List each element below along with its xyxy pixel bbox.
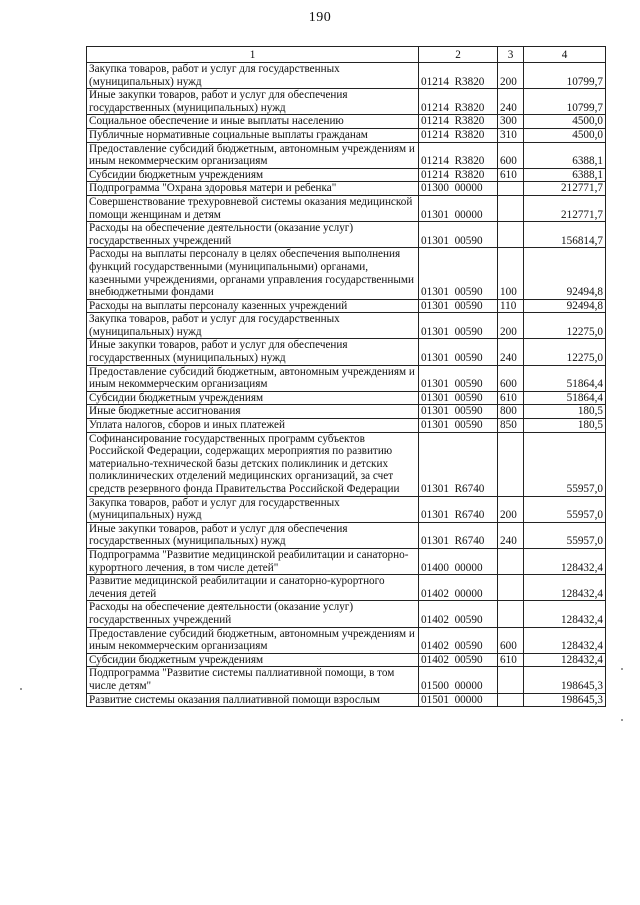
row-name: Иные бюджетные ассигнования	[87, 405, 419, 419]
row-name: Подпрограмма "Развитие системы паллиативной помощи, в том числе детям"	[87, 667, 419, 693]
row-kind: 850	[498, 419, 524, 433]
row-sum: 128432,4	[524, 653, 606, 667]
row-code: 01301 00590	[419, 313, 498, 339]
row-code: 01301 R6740	[419, 496, 498, 522]
row-sum: 10799,7	[524, 89, 606, 115]
table-row	[87, 128, 606, 142]
row-sum: 55957,0	[524, 432, 606, 496]
row-name: Совершенствование трехуровневой системы оказания медицинской помощи женщинам и детям	[87, 195, 419, 221]
row-kind: 600	[498, 365, 524, 391]
row-name: Субсидии бюджетным учреждениям	[87, 391, 419, 405]
table-row	[87, 391, 606, 405]
row-sum: 4500,0	[524, 115, 606, 129]
row-code: 01214 R3820	[419, 115, 498, 129]
row-sum: 92494,8	[524, 299, 606, 313]
row-kind: 610	[498, 168, 524, 182]
row-kind: 300	[498, 115, 524, 129]
table-row	[87, 601, 606, 627]
table-row	[87, 313, 606, 339]
row-code: 01300 00000	[419, 182, 498, 196]
row-code: 01214 R3820	[419, 128, 498, 142]
row-kind	[498, 432, 524, 496]
header-row	[87, 47, 606, 63]
row-sum: 4500,0	[524, 128, 606, 142]
row-name: Закупка товаров, работ и услуг для государственных (муниципальных) нужд	[87, 496, 419, 522]
row-name: Субсидии бюджетным учреждениям	[87, 653, 419, 667]
row-sum: 55957,0	[524, 522, 606, 548]
row-name: Подпрограмма "Охрана здоровья матери и ребенка"	[87, 182, 419, 196]
row-kind	[498, 667, 524, 693]
row-kind: 600	[498, 142, 524, 168]
row-sum: 180,5	[524, 419, 606, 433]
row-name: Расходы на обеспечение деятельности (оказание услуг) государственных учреждений	[87, 222, 419, 248]
row-code: 01214 R3820	[419, 89, 498, 115]
row-code: 01500 00000	[419, 667, 498, 693]
row-kind	[498, 222, 524, 248]
row-name: Расходы на выплаты персоналу казенных учреждений	[87, 299, 419, 313]
table-row	[87, 142, 606, 168]
row-sum: 12275,0	[524, 339, 606, 365]
row-name: Предоставление субсидий бюджетным, автономным учреждениям и иным некоммерческим организациям	[87, 365, 419, 391]
row-code: 01301 00000	[419, 195, 498, 221]
row-kind: 200	[498, 496, 524, 522]
row-kind: 600	[498, 627, 524, 653]
row-sum: 128432,4	[524, 548, 606, 574]
table-row	[87, 653, 606, 667]
header-col-kind: 3	[498, 47, 524, 63]
row-code: 01402 00000	[419, 575, 498, 601]
row-code: 01400 00000	[419, 548, 498, 574]
table-row	[87, 339, 606, 365]
row-sum: 212771,7	[524, 182, 606, 196]
row-sum: 6388,1	[524, 168, 606, 182]
row-name: Уплата налогов, сборов и иных платежей	[87, 419, 419, 433]
scan-speck	[20, 688, 22, 690]
table-row	[87, 432, 606, 496]
row-sum: 12275,0	[524, 313, 606, 339]
row-code: 01301 00590	[419, 299, 498, 313]
table-row	[87, 115, 606, 129]
row-code: 01402 00590	[419, 601, 498, 627]
header-col-name: 1	[87, 47, 419, 63]
row-kind: 110	[498, 299, 524, 313]
row-sum: 128432,4	[524, 627, 606, 653]
header-col-code: 2	[419, 47, 498, 63]
table-row	[87, 182, 606, 196]
row-name: Закупка товаров, работ и услуг для государственных (муниципальных) нужд	[87, 313, 419, 339]
row-sum: 6388,1	[524, 142, 606, 168]
row-name: Публичные нормативные социальные выплаты гражданам	[87, 128, 419, 142]
row-sum: 128432,4	[524, 601, 606, 627]
row-kind: 240	[498, 522, 524, 548]
row-kind	[498, 575, 524, 601]
table-row	[87, 496, 606, 522]
row-code: 01501 00000	[419, 693, 498, 707]
row-name: Расходы на выплаты персоналу в целях обеспечения выполнения функций государственными (муниципальными) органами, казенными учреждениями, органами управления государственными внебюджетными фондами	[87, 248, 419, 299]
row-name: Предоставление субсидий бюджетным, автономным учреждениям и иным некоммерческим организациям	[87, 627, 419, 653]
row-name: Социальное обеспечение и иные выплаты населению	[87, 115, 419, 129]
row-name: Иные закупки товаров, работ и услуг для обеспечения государственных (муниципальных) нужд	[87, 339, 419, 365]
row-code: 01301 00590	[419, 222, 498, 248]
row-kind: 610	[498, 653, 524, 667]
row-name: Развитие медицинской реабилитации и санаторно-курортного лечения детей	[87, 575, 419, 601]
row-code: 01402 00590	[419, 627, 498, 653]
row-name: Иные закупки товаров, работ и услуг для обеспечения государственных (муниципальных) нужд	[87, 89, 419, 115]
scan-speck	[621, 719, 623, 721]
row-kind: 240	[498, 339, 524, 365]
table-row	[87, 222, 606, 248]
row-kind: 100	[498, 248, 524, 299]
row-kind	[498, 693, 524, 707]
row-sum: 128432,4	[524, 575, 606, 601]
row-sum: 10799,7	[524, 63, 606, 89]
row-kind: 310	[498, 128, 524, 142]
table-row	[87, 168, 606, 182]
table-row	[87, 365, 606, 391]
table-row	[87, 299, 606, 313]
row-sum: 156814,7	[524, 222, 606, 248]
table-row	[87, 522, 606, 548]
row-sum: 92494,8	[524, 248, 606, 299]
table-row	[87, 693, 606, 707]
row-code: 01301 R6740	[419, 432, 498, 496]
row-name: Субсидии бюджетным учреждениям	[87, 168, 419, 182]
row-code: 01301 00590	[419, 419, 498, 433]
row-code: 01402 00590	[419, 653, 498, 667]
row-sum: 55957,0	[524, 496, 606, 522]
row-kind: 200	[498, 63, 524, 89]
table-row	[87, 405, 606, 419]
table-row	[87, 575, 606, 601]
row-code: 01301 00590	[419, 365, 498, 391]
row-code: 01301 00590	[419, 339, 498, 365]
row-sum: 198645,3	[524, 693, 606, 707]
row-code: 01301 00590	[419, 248, 498, 299]
row-code: 01214 R3820	[419, 142, 498, 168]
row-code: 01214 R3820	[419, 63, 498, 89]
row-name: Иные закупки товаров, работ и услуг для обеспечения государственных (муниципальных) нужд	[87, 522, 419, 548]
table-row	[87, 627, 606, 653]
table-row	[87, 89, 606, 115]
table-header	[87, 47, 606, 63]
row-name: Развитие системы оказания паллиативной помощи взрослым	[87, 693, 419, 707]
row-name: Софинансирование государственных программ субъектов Российской Федерации, содержащих мероприятия по развитию материально-технической базы детских поликлиник и детских поликлинических отделений медицинских организаций, за счет средств резервного фонда Правительства Российской Федерации	[87, 432, 419, 496]
row-sum: 51864,4	[524, 365, 606, 391]
row-kind	[498, 548, 524, 574]
row-code: 01301 R6740	[419, 522, 498, 548]
table-row	[87, 667, 606, 693]
row-name: Предоставление субсидий бюджетным, автономным учреждениям и иным некоммерческим организациям	[87, 142, 419, 168]
table-row	[87, 548, 606, 574]
row-code: 01214 R3820	[419, 168, 498, 182]
table-row	[87, 248, 606, 299]
table-row	[87, 419, 606, 433]
row-name: Расходы на обеспечение деятельности (оказание услуг) государственных учреждений	[87, 601, 419, 627]
row-name: Подпрограмма "Развитие медицинской реабилитации и санаторно-курортного лечения, в том числе детей"	[87, 548, 419, 574]
row-sum: 180,5	[524, 405, 606, 419]
header-col-sum: 4	[524, 47, 606, 63]
row-kind	[498, 182, 524, 196]
page-number: 190	[308, 10, 332, 25]
row-code: 01301 00590	[419, 391, 498, 405]
table-row	[87, 63, 606, 89]
row-kind	[498, 601, 524, 627]
table-row	[87, 195, 606, 221]
table-body	[87, 63, 606, 707]
row-kind: 240	[498, 89, 524, 115]
row-kind: 800	[498, 405, 524, 419]
row-kind	[498, 195, 524, 221]
scan-speck	[621, 668, 623, 670]
budget-table	[86, 46, 606, 707]
row-name: Закупка товаров, работ и услуг для государственных (муниципальных) нужд	[87, 63, 419, 89]
row-code: 01301 00590	[419, 405, 498, 419]
row-sum: 198645,3	[524, 667, 606, 693]
row-kind: 610	[498, 391, 524, 405]
row-sum: 51864,4	[524, 391, 606, 405]
row-kind: 200	[498, 313, 524, 339]
row-sum: 212771,7	[524, 195, 606, 221]
